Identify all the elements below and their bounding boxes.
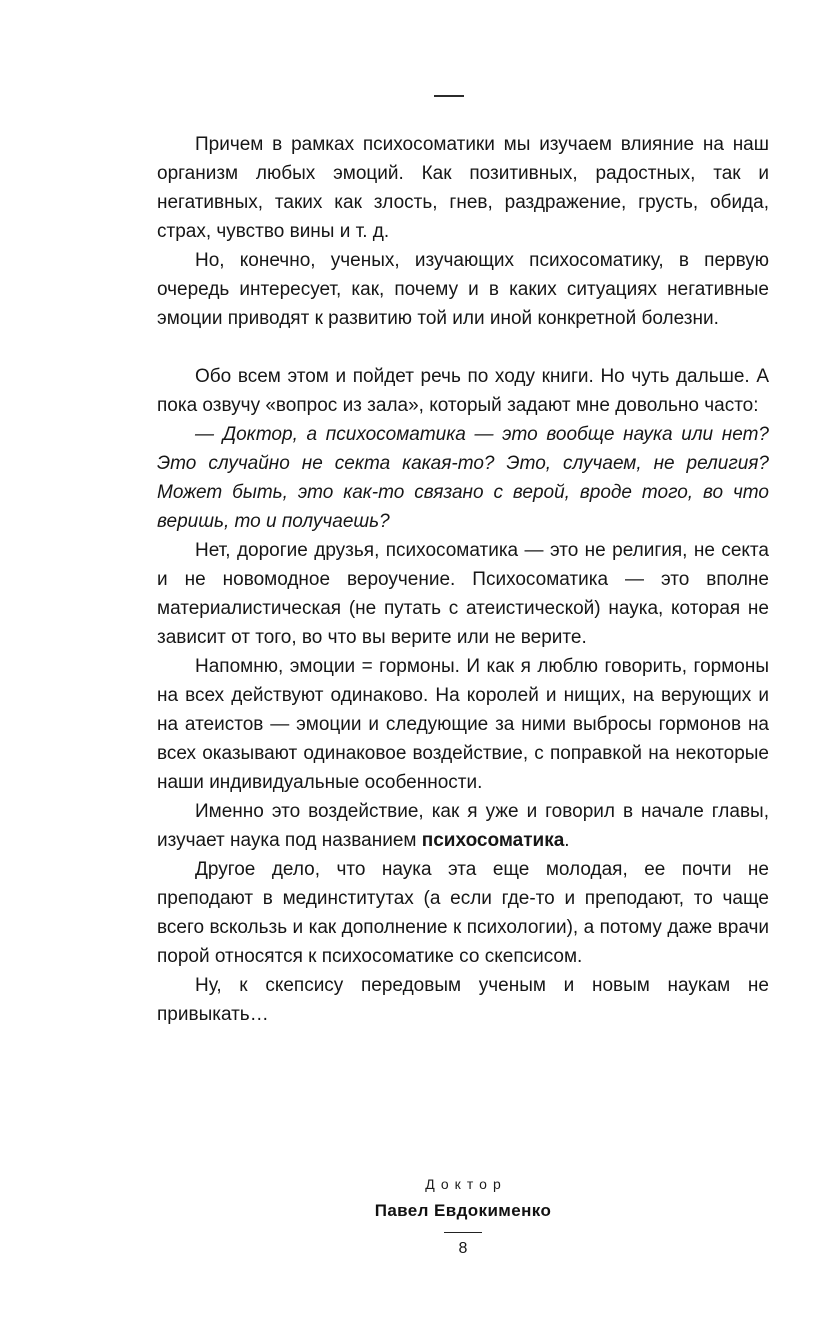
text-segment: Именно это воздействие, как я уже и говорил в начале главы, изучает наука под названием: [157, 801, 769, 851]
paragraph: [157, 797, 769, 855]
text-segment: Нет, дорогие друзья, психосоматика — это не религия, не секта и не новомодное вероучение. Психосоматика — это вполне материалистическая (не путать с атеистической) наука, которая не зависит от того, во что вы верите или не верите.: [157, 540, 769, 648]
text-segment: Причем в рамках психосоматики мы изучаем влияние на наш организм любых эмоций. Как позитивных, радостных, так и негативных, таких как злость, гнев, раздражение, грусть, обида, страх, чувство вины и т. д.: [157, 134, 769, 242]
paragraph: [157, 130, 769, 246]
text-segment: Напомню, эмоции = гормоны. И как я люблю говорить, гормоны на всех действуют одинаково. На королей и нищих, на верующих и на атеистов — эмоции и следующие за ними выбросы гормонов на всех оказывают одинаковое воздействие, с поправкой на некоторые наши индивидуальные особенности.: [157, 656, 769, 793]
paragraph: [157, 420, 769, 536]
text-segment: Но, конечно, ученых, изучающих психосоматику, в первую очередь интересует, как, почему и в каких ситуациях негативные эмоции приводят к развитию той или иной конкретной болезни.: [157, 250, 769, 329]
emphasized-term: психосоматика: [421, 830, 565, 851]
page-footer: [157, 1176, 769, 1258]
top-rule: [434, 95, 464, 97]
page-number: 8: [458, 1240, 468, 1257]
paragraph: [157, 652, 769, 797]
paragraph: [157, 855, 769, 971]
page-body-text: [157, 130, 769, 1029]
author-name: Павел Евдокименко: [374, 1201, 552, 1220]
paragraph: [157, 362, 769, 420]
text-segment: .: [564, 830, 570, 851]
paragraph: [157, 971, 769, 1029]
paragraph: [157, 246, 769, 333]
text-segment: Ну, к скепсису передовым ученым и новым наукам не привыкать…: [157, 975, 769, 1025]
footer-rule: [444, 1232, 482, 1233]
paragraph: [157, 536, 769, 652]
series-label: Доктор: [425, 1176, 507, 1192]
text-segment: — Доктор, а психосоматика — это вообще наука или нет? Это случайно не секта какая-то? Это, случаем, не религия? Может быть, это как-то связано с верой, вроде того, во что веришь, то и получаешь?: [157, 424, 769, 532]
text-segment: Обо всем этом и пойдет речь по ходу книги. Но чуть дальше. А пока озвучу «вопрос из зала», который задают мне довольно часто:: [157, 366, 769, 416]
text-segment: Другое дело, что наука эта еще молодая, ее почти не преподают в мединститутах (а если где-то и преподают, то чаще всего вскользь и как дополнение к психологии), а потому даже врачи порой относятся к психосоматике со скепсисом.: [157, 859, 769, 967]
